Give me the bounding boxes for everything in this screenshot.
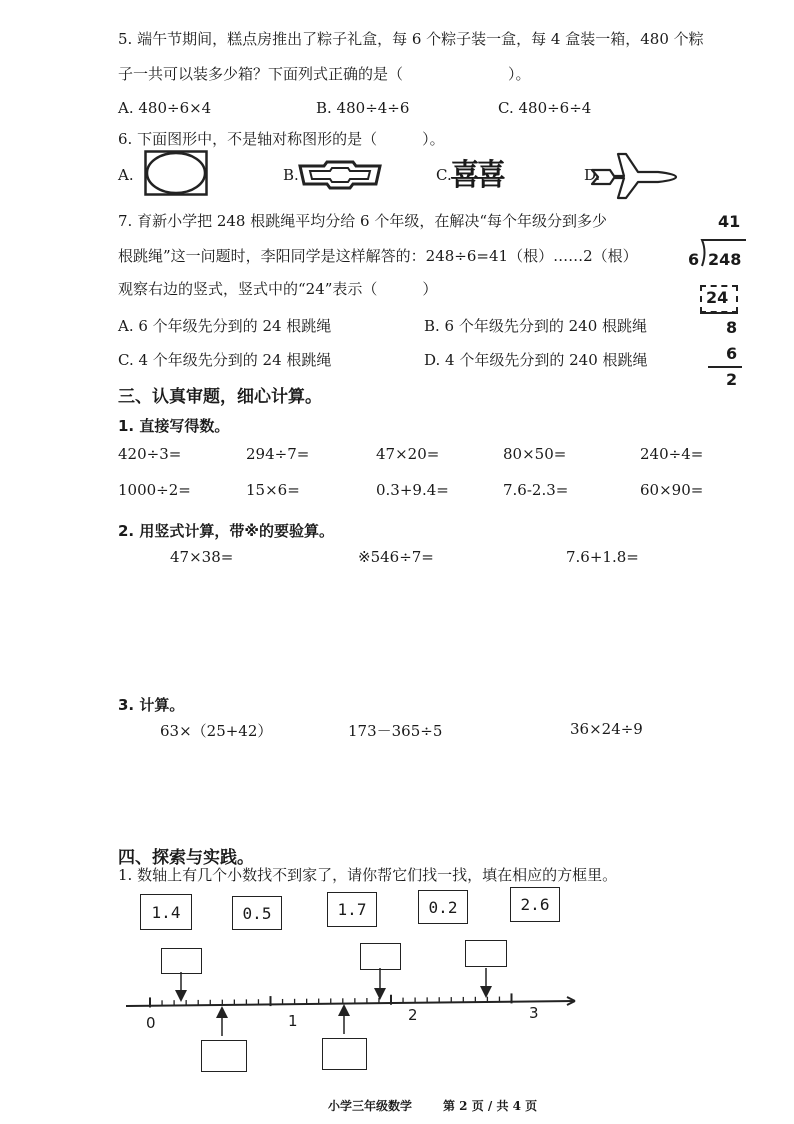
q6-option-d: D. [584, 166, 601, 184]
q5-stem-line1: 5. 端午节期间，糕点房推出了粽子礼盒，每 6 个粽子装一盒，每 4 盒装一箱，480 个粽 [118, 30, 704, 48]
s3-calc-1: 420÷3= [118, 445, 182, 463]
division-dividend: 248 [708, 250, 742, 269]
number-card-3: 1.7 [327, 892, 377, 927]
s3-calc-4: 80×50= [503, 445, 567, 463]
q7-option-b: B. 6 个年级先分到的 240 根跳绳 [424, 317, 648, 335]
division-quotient: 41 [718, 212, 741, 231]
answer-box-top-2[interactable] [360, 943, 401, 970]
s3-compute-1: 63×（25+42） [160, 722, 273, 740]
answer-box-bottom-1[interactable] [201, 1040, 247, 1072]
section-3-title: 三、认真审题，细心计算。 [118, 387, 322, 407]
division-divisor: 6 [688, 250, 700, 269]
s3-compute-2: 173－365÷5 [348, 722, 443, 740]
q5-option-c: C. 480÷6÷4 [498, 99, 592, 117]
q7-option-a: A. 6 个年级先分到的 24 根跳绳 [118, 317, 332, 335]
answer-box-top-3[interactable] [465, 940, 507, 967]
axis-label-2: 2 [408, 1006, 418, 1024]
footer-subject: 小学三年级数学 [328, 1099, 413, 1113]
q6-option-c: C. [436, 166, 452, 184]
q5-stem-line2: 子一共可以装多少箱？下面列式正确的是（ ）。 [118, 65, 531, 83]
s3-calc-3: 47×20= [376, 445, 440, 463]
s3-vertical-3: 7.6+1.8= [566, 548, 639, 566]
double-happiness-figure: 喜喜 [450, 158, 502, 193]
axis-label-3: 3 [529, 1004, 539, 1022]
q7-option-d: D. 4 个年级先分到的 240 根跳绳 [424, 351, 648, 369]
q7-stem-line3: 观察右边的竖式，竖式中的“24”表示（ ） [118, 280, 438, 298]
s3-calc-5: 240÷4= [640, 445, 704, 463]
number-card-2: 0.5 [232, 896, 282, 930]
oval-in-rectangle-figure [144, 150, 208, 196]
s3-calc-7: 15×6= [246, 481, 300, 499]
s3-calc-9: 7.6-2.3= [503, 481, 569, 499]
q7-stem-line2: 根跳绳”这一问题时，李阳同学是这样解答的：248÷6=41（根）……2（根） [118, 247, 638, 265]
bowtie-emblem-figure [296, 160, 384, 190]
number-card-4: 0.2 [418, 890, 468, 924]
q5-option-a: A. 480÷6×4 [118, 99, 212, 117]
number-card-1: 1.4 [140, 894, 192, 930]
division-line-2 [708, 366, 742, 368]
division-step-6: 6 [726, 344, 738, 363]
number-card-5: 2.6 [510, 887, 560, 922]
division-step-8: 8 [726, 318, 738, 337]
axis-label-0: 0 [146, 1014, 156, 1032]
s3-part2-title: 2. 用竖式计算，带※的要验算。 [118, 522, 334, 540]
s3-part3-title: 3. 计算。 [118, 696, 185, 714]
s3-compute-3: 36×24÷9 [570, 720, 643, 738]
division-step-24: 24 [706, 288, 729, 307]
s4-q1-stem: 1. 数轴上有几个小数找不到家了，请你帮它们找一找，填在相应的方框里。 [118, 866, 618, 884]
s3-vertical-2: ※546÷7= [358, 548, 434, 566]
q6-option-b: B. [283, 166, 299, 184]
s3-vertical-1: 47×38= [170, 548, 234, 566]
q6-option-a: A. [118, 166, 134, 184]
footer-page-number: 第 2 页 / 共 4 页 [443, 1099, 538, 1113]
axis-label-1: 1 [288, 1012, 298, 1030]
airplane-figure [588, 150, 678, 202]
answer-box-bottom-2[interactable] [322, 1038, 367, 1070]
s3-calc-8: 0.3+9.4= [376, 481, 449, 499]
q5-option-b: B. 480÷4÷6 [316, 99, 410, 117]
q6-stem: 6. 下面图形中，不是轴对称图形的是（ ）。 [118, 130, 445, 148]
q7-stem-line1: 7. 育新小学把 248 根跳绳平均分给 6 个年级，在解决“每个年级分到多少 [118, 212, 607, 230]
s3-calc-2: 294÷7= [246, 445, 310, 463]
division-line-1 [700, 312, 738, 314]
s3-part1-title: 1. 直接写得数。 [118, 417, 230, 435]
q7-option-c: C. 4 个年级先分到的 24 根跳绳 [118, 351, 332, 369]
s3-calc-10: 60×90= [640, 481, 704, 499]
s3-calc-6: 1000÷2= [118, 481, 191, 499]
section-4-title: 四、探索与实践。 [118, 848, 254, 868]
division-remainder: 2 [726, 370, 738, 389]
